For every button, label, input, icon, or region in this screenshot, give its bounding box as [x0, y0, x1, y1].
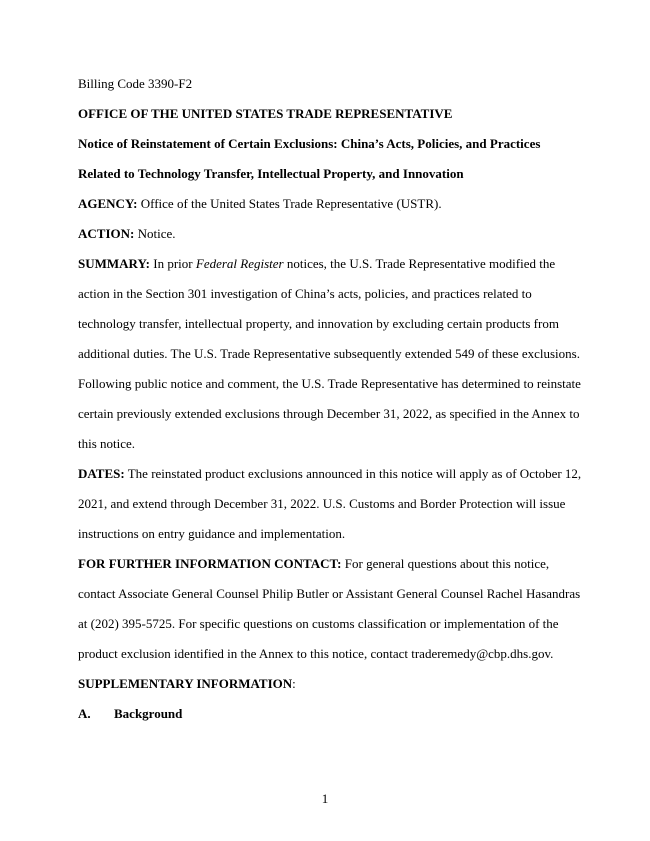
- section-a-heading: [78, 706, 182, 722]
- federal-register-italic: Federal Register: [195, 256, 284, 271]
- section-a-title: Background: [114, 706, 183, 721]
- agency-text: Office of the United States Trade Representative (USTR).: [137, 196, 442, 211]
- contact-line-4: product exclusion identified in the Annex to this notice, contact traderemedy@cbp.dhs.gov.: [78, 646, 554, 661]
- summary-line-5: Following public notice and comment, the U.S. Trade Representative has determined to reinstate: [78, 376, 581, 391]
- summary-label: SUMMARY:: [78, 256, 151, 271]
- action-text: Notice.: [134, 226, 176, 241]
- summary-line-1: SUMMARY: In prior Federal Register notices, the U.S. Trade Representative modified the: [78, 256, 556, 271]
- notice-title-line-1: Notice of Reinstatement of Certain Exclusions: China’s Acts, Policies, and Practices: [78, 136, 541, 151]
- contact-line-1: FOR FURTHER INFORMATION CONTACT: For general questions about this notice,: [78, 556, 550, 571]
- dates-line-1: DATES: The reinstated product exclusions announced in this notice will apply as of October 12,: [78, 466, 582, 481]
- contact-label: FOR FURTHER INFORMATION CONTACT:: [78, 556, 342, 571]
- dates-line-3: instructions on entry guidance and implementation.: [78, 526, 346, 541]
- supplementary-heading: SUPPLEMENTARY INFORMATION:: [78, 676, 296, 691]
- summary-line-7: this notice.: [78, 436, 136, 451]
- billing-code: Billing Code 3390-F2: [78, 76, 193, 91]
- summary-line-4: additional duties. The U.S. Trade Representative subsequently extended 549 of these exclusions.: [78, 346, 580, 361]
- dates-line-2: 2021, and extend through December 31, 2022. U.S. Customs and Border Protection will issue: [78, 496, 566, 511]
- summary-line-6: certain previously extended exclusions through December 31, 2022, as specified in the Annex to: [78, 406, 580, 421]
- contact-line-2: contact Associate General Counsel Philip Butler or Assistant General Counsel Rachel Hasandras: [78, 586, 581, 601]
- summary-line-2: action in the Section 301 investigation of China’s acts, policies, and practices related to: [78, 286, 532, 301]
- action-paragraph: [78, 226, 176, 242]
- section-a-number: A.: [78, 706, 91, 721]
- page-number: 1: [321, 791, 329, 806]
- agency-paragraph: [78, 196, 442, 212]
- dates-label: DATES:: [78, 466, 125, 481]
- office-heading: OFFICE OF THE UNITED STATES TRADE REPRESENTATIVE: [78, 106, 453, 121]
- action-label: ACTION:: [78, 226, 135, 241]
- agency-label: AGENCY:: [78, 196, 138, 211]
- notice-title-line-2: Related to Technology Transfer, Intellectual Property, and Innovation: [78, 166, 464, 181]
- contact-line-3: at (202) 395-5725. For specific questions on customs classification or implementation of the: [78, 616, 559, 631]
- summary-line-3: technology transfer, intellectual property, and innovation by excluding certain products from: [78, 316, 559, 331]
